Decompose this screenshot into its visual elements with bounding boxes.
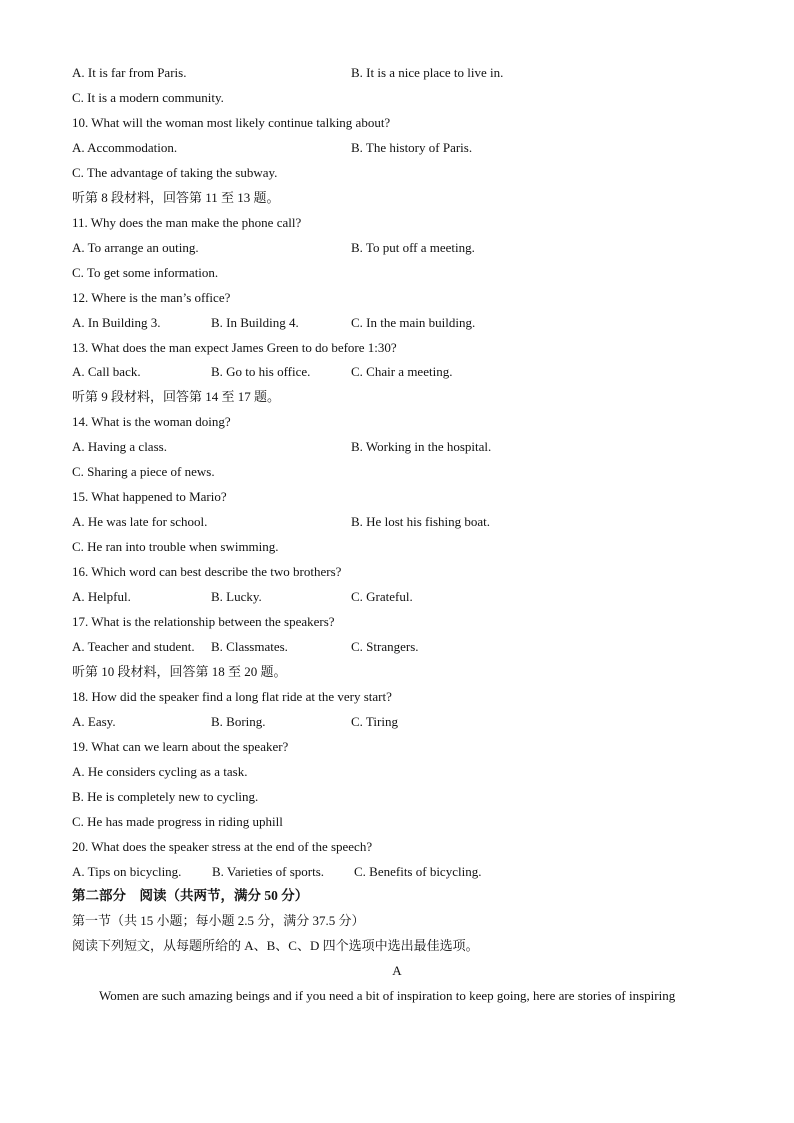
q19-stem: 19. What can we learn about the speaker?: [72, 739, 289, 754]
q20-option-b: B. Varieties of sports.: [212, 864, 325, 879]
part-2-instruction: 阅读下列短文，从每题所给的 A、B、C、D 四个选项中选出最佳选项。: [72, 938, 479, 953]
q17-stem: 17. What is the relationship between the speakers?: [72, 614, 335, 629]
q14-option-b: B. Working in the hospital.: [351, 439, 492, 454]
q12-option-c: C. In the main building.: [351, 315, 476, 330]
q10-option-b: B. The history of Paris.: [351, 140, 473, 155]
part-2-subtitle: 第一节（共 15 小题；每小题 2.5 分，满分 37.5 分）: [72, 913, 365, 928]
passage-label: A: [392, 963, 402, 978]
q18-stem: 18. How did the speaker find a long flat ride at the very start?: [72, 689, 392, 704]
q11-option-b: B. To put off a meeting.: [351, 240, 475, 255]
q18-option-c: C. Tiring: [351, 714, 398, 729]
q14-option-c: C. Sharing a piece of news.: [72, 464, 215, 479]
passage-first-line: Women are such amazing beings and if you need a bit of inspiration to keep going, here are stories of inspiring: [99, 988, 676, 1003]
q11-option-a: A. To arrange an outing.: [72, 240, 199, 255]
q10-option-a: A. Accommodation.: [72, 140, 178, 155]
section-8-instruction: 听第 8 段材料，回答第 11 至 13 题。: [72, 190, 280, 205]
q20-stem: 20. What does the speaker stress at the end of the speech?: [72, 839, 373, 854]
q10-option-c: C. The advantage of taking the subway.: [72, 165, 278, 180]
q19-option-b: B. He is completely new to cycling.: [72, 789, 259, 804]
q16-option-a: A. Helpful.: [72, 589, 131, 604]
section-10-instruction: 听第 10 段材料，回答第 18 至 20 题。: [72, 664, 287, 679]
q14-stem: 14. What is the woman doing?: [72, 414, 231, 429]
q19-option-c: C. He has made progress in riding uphill: [72, 814, 283, 829]
q10-stem: 10. What will the woman most likely continue talking about?: [72, 115, 391, 130]
q13-option-c: C. Chair a meeting.: [351, 364, 453, 379]
part-2-title: 第二部分 阅读（共两节，满分 50 分）: [72, 888, 309, 903]
q9-option-a: A. It is far from Paris.: [72, 65, 187, 80]
q13-option-b: B. Go to his office.: [211, 364, 311, 379]
q15-stem: 15. What happened to Mario?: [72, 489, 227, 504]
q12-option-a: A. In Building 3.: [72, 315, 161, 330]
q13-option-a: A. Call back.: [72, 364, 141, 379]
q15-option-b: B. He lost his fishing boat.: [351, 514, 491, 529]
q9-option-c: C. It is a modern community.: [72, 90, 224, 105]
q13-stem: 13. What does the man expect James Green to do before 1:30?: [72, 340, 397, 355]
q14-option-a: A. Having a class.: [72, 439, 167, 454]
section-9-instruction: 听第 9 段材料，回答第 14 至 17 题。: [72, 389, 281, 404]
q11-stem: 11. Why does the man make the phone call?: [72, 215, 302, 230]
q17-option-a: A. Teacher and student.: [72, 639, 195, 654]
q18-option-a: A. Easy.: [72, 714, 116, 729]
q20-option-a: A. Tips on bicycling.: [72, 864, 182, 879]
q11-option-c: C. To get some information.: [72, 265, 219, 280]
q20-option-c: C. Benefits of bicycling.: [354, 864, 482, 879]
q16-stem: 16. Which word can best describe the two brothers?: [72, 564, 342, 579]
q19-option-a: A. He considers cycling as a task.: [72, 764, 248, 779]
q17-option-b: B. Classmates.: [211, 639, 288, 654]
q16-option-c: C. Grateful.: [351, 589, 413, 604]
q9-option-b: B. It is a nice place to live in.: [351, 65, 504, 80]
q12-option-b: B. In Building 4.: [211, 315, 299, 330]
q16-option-b: B. Lucky.: [211, 589, 262, 604]
q15-option-a: A. He was late for school.: [72, 514, 208, 529]
q18-option-b: B. Boring.: [211, 714, 266, 729]
q15-option-c: C. He ran into trouble when swimming.: [72, 539, 279, 554]
q17-option-c: C. Strangers.: [351, 639, 419, 654]
q12-stem: 12. Where is the man’s office?: [72, 290, 231, 305]
